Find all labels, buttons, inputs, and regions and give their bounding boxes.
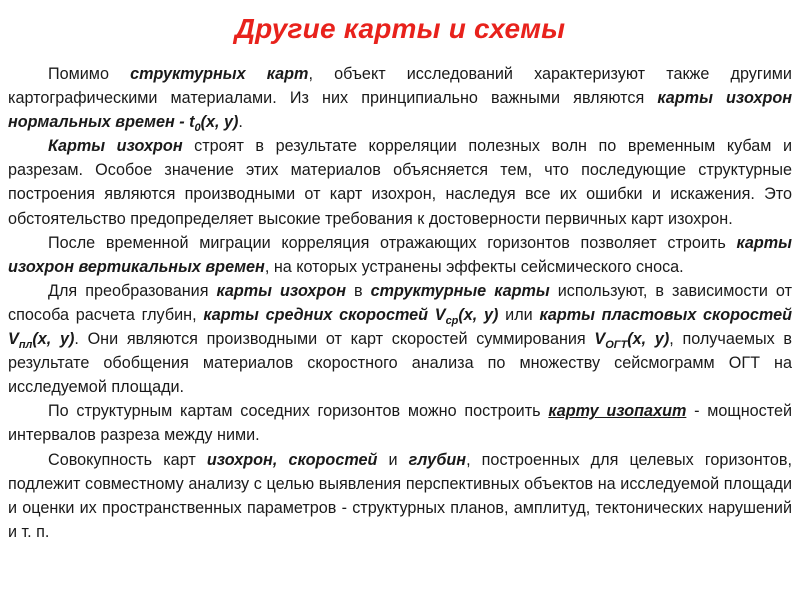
p4-text-6: , получаемых в результате обобщения материалов скоростного анализа по множеству сейсмограмм ОГТ на исследуемой площади. <box>8 330 792 397</box>
slide-title: Другие карты и схемы <box>234 13 566 44</box>
p4-term-structural-maps: структурные карты <box>370 281 550 300</box>
p1-text-1: Помимо <box>48 65 131 83</box>
paragraph-3 <box>8 231 792 279</box>
p5-text-2: - мощностей интервалов разреза между ними. <box>8 402 793 445</box>
p5-term-isopach-map: карту изопахит <box>548 402 687 421</box>
p1-term-args: (x, y) <box>200 113 239 132</box>
p1-term-subscript: 0 <box>194 122 201 135</box>
p1-text-2: , объект исследований характеризуют также другими картографическими материалами. Из них принципиально важными являются <box>8 65 792 108</box>
p6-term-isochrons-velocities: изохрон, скоростей <box>206 450 378 469</box>
paragraph-6 <box>8 448 792 544</box>
p6-term-depths: глубин <box>408 450 467 469</box>
p6-text-2: и <box>377 450 409 469</box>
p3-text-1: После временной миграции корреляция отражающих горизонтов позволяет строить <box>48 233 737 252</box>
p4-text-3: используют, в зависимости от способа расчета глубин, <box>8 281 792 324</box>
p4-sub-ogt: ОГТ <box>605 339 628 352</box>
paragraph-1 <box>8 62 792 134</box>
p4-term-v: V <box>594 330 606 349</box>
p6-text-1: Совокупность карт <box>48 450 207 469</box>
p4-term-avg-velocity-maps: карты средних скоростей V <box>203 305 446 324</box>
slide-body <box>8 62 792 544</box>
paragraph-5 <box>8 399 792 447</box>
p4-term-interval-velocity-maps: карты пластовых скоростей V <box>8 305 792 349</box>
p4-args-1: (x, y) <box>458 305 499 324</box>
p4-args-3: (x, y) <box>627 330 670 349</box>
paragraph-4 <box>8 279 792 399</box>
p4-text-4: или <box>498 305 540 324</box>
p4-text-2: в <box>345 281 371 300</box>
p2-text-1: строят в результате корреляции полезных волн по временным кубам и разрезам. Особое значение этих материалов объясняется тем, что последующие структурные построения являются производными от карт изохрон, наследуя все их ошибки и искажения. Это обстоятельство предопределяет высокие требования к достоверности первичных карт изохрон. <box>8 137 792 228</box>
p1-text-3: . <box>238 113 243 132</box>
p5-text-1: По структурным картам соседних горизонтов можно построить <box>48 402 549 421</box>
p4-sub-interval: пл <box>18 339 33 352</box>
p4-text-1: Для преобразования <box>48 281 217 300</box>
p1-term-structural-maps: структурных карт <box>130 65 309 83</box>
p1-term-isochron-maps: карты изохрон нормальных времен - t <box>8 89 793 132</box>
p6-text-3: , построенных для целевых горизонтов, подлежит совместному анализу с целью выявления перспективных объектов на исследуемой площади и оценки их пространственных параметров - структурных планов, амплитуд, тектонических нарушений и т. п. <box>8 450 792 541</box>
p3-term-vertical-time-maps: карты изохрон вертикальных времен <box>8 233 792 276</box>
paragraph-2 <box>8 134 792 230</box>
p3-text-2: , на которых устранены эффекты сейсмического сноса. <box>264 257 684 276</box>
p4-term-isochron-maps: карты изохрон <box>216 281 346 300</box>
p4-text-5: . Они являются производными от карт скоростей суммирования <box>74 330 595 349</box>
p2-term-isochron-maps: Карты изохрон <box>48 137 183 156</box>
p4-args-2: (x, y) <box>32 330 75 349</box>
p4-sub-avg: ср <box>445 315 459 328</box>
